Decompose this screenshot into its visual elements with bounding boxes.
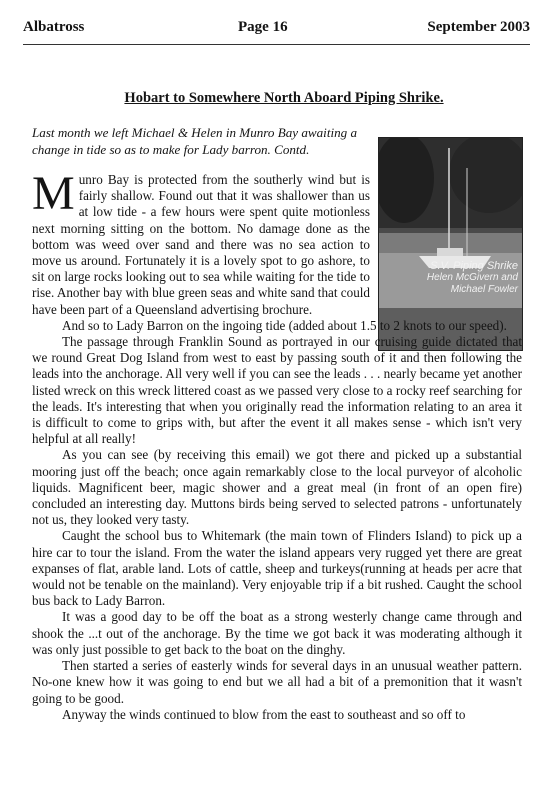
paragraph-7: Then started a series of easterly winds for several days in an unusual weather pattern. No-one knew how it was going to end but we all had a bit of a premonition that it wasn't going to be good. [32, 658, 522, 706]
paragraph-1 [32, 167, 370, 318]
paragraph-6: It was a good day to be off the boat as a strong westerly change came through and shook the ...t out of the anchorage. By the time we got back it was moderating although it was only just possible to get back to the boat on the dinghy. [32, 609, 522, 657]
paragraph-8: Anyway the winds continued to blow from the east to southeast and so off to [62, 706, 466, 722]
photo-caption-names-1: Helen McGivern and [426, 272, 518, 283]
issue-date: September 2003 [427, 19, 530, 35]
page-header [23, 19, 530, 41]
paragraph-3: The passage through Franklin Sound as portrayed in our cruising guide dictated that we round Great Dog Island from west to east by passing south of it and then following the leads into the anchorage. All very well if you can see the leads . . . nearly became yet another listed wreck on this wreck littered coast as we passed very close to a rocky reef searching for the leads. It's interesting that when you originally read the information relating to an area it is difficult to come to grips with, but after the event it all makes sense - which isn't very helpful at all really! [32, 334, 522, 447]
paragraph-2: And so to Lady Barron on the ingoing tide (added about 1.5 to 2 knots to our speed). [62, 317, 507, 333]
article-intro: Last month we left Michael & Helen in Munro Bay awaiting a change in tide so as to make for Lady barron. Contd. [32, 125, 358, 157]
drop-cap: M [32, 167, 75, 220]
photo-caption-names-2: Michael Fowler [450, 284, 518, 295]
header-rule [23, 44, 530, 45]
paragraph-4: As you can see (by receiving this email) we got there and picked up a substantial mooring just off the beach; once again remarkably close to the local purveyor of alcoholic liquids. Magnificent beer, magic shower and a great meal (in front of an open fire) concluded an interesting day. Muttons birds being served to selected patrons - unfortunately not us, they looked very tasty. [32, 447, 522, 528]
paragraph-1-text: unro Bay is protected from the southerly wind but is fairly shallow. Found out that it was shallower than us at low tide - a few hours were spent quite motionless next morning sitting on the bottom. No damage done as the bottom was weed over sand and there was no sea action to move us around. Fortunately it is a lovely spot to go ashore, to sit on large rocks looking out to sea while waiting for the tide to rise. Another bay with blue green seas and white sand that could have been part of a Queensland advertising brochure. [32, 172, 370, 317]
photo-caption-boat: S.V. Piping Shrike [430, 260, 518, 272]
publication-name: Albatross [23, 19, 85, 35]
article-body [32, 167, 522, 723]
page-number: Page 16 [238, 19, 288, 35]
paragraph-5: Caught the school bus to Whitemark (the main town of Flinders Island) to pick up a hire car to tour the island. From the water the island appears very rugged yet there are great expanses of flat, arable land. Lots of cattle, sheep and turkeys(running at heads per acre that would not be tenable on the mainland). Very enjoyable trip if a bit rushed. Caught the school bus back to Lady Barron. [32, 528, 522, 609]
article-title: Hobart to Somewhere North Aboard Piping Shrike. [124, 90, 444, 106]
